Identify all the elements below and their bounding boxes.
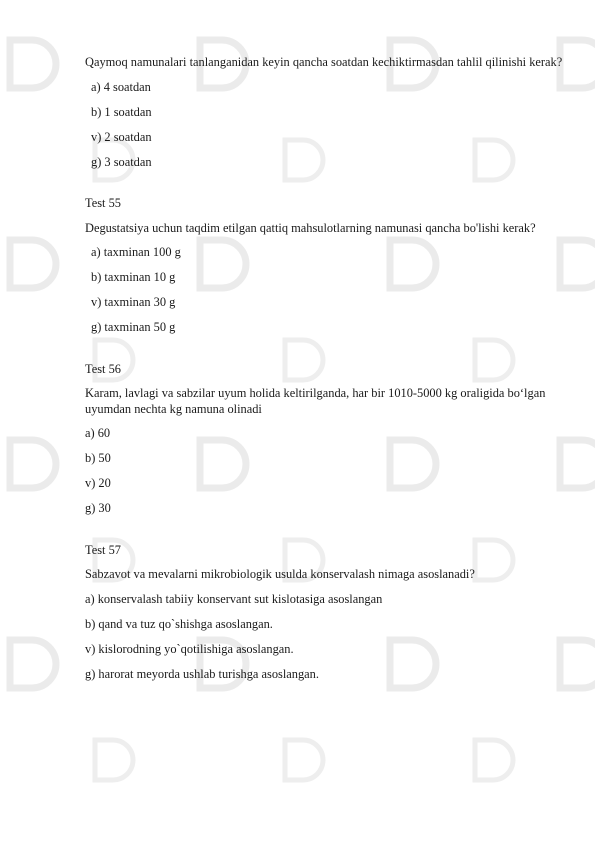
option-a: a) konservalash tabiiy konservant sut kislotasiga asoslangan bbox=[85, 591, 383, 606]
option-b: b) qand va tuz qo`shishga asoslangan. bbox=[85, 616, 273, 631]
option-b: b) 1 soatdan bbox=[91, 104, 152, 119]
question-block-55 bbox=[85, 196, 590, 336]
option-b: b) 50 bbox=[85, 451, 111, 465]
option-b: b) taxminan 10 g bbox=[91, 270, 176, 284]
test-title: Test 55 bbox=[85, 196, 121, 210]
option-g: g) taxminan 50 g bbox=[91, 320, 176, 334]
option-v: v) kislorodning yo`qotilishiga asoslangan. bbox=[85, 641, 294, 656]
question-text: Degustatsiya uchun taqdim etilgan qattiq mahsulotlarning namunasi qancha bo'lishi kerak? bbox=[85, 220, 536, 235]
option-a: a) taxminan 100 g bbox=[91, 245, 181, 259]
option-v: v) 2 soatdan bbox=[91, 129, 152, 144]
option-v: v) taxminan 30 g bbox=[91, 295, 176, 309]
question-text: Qaymoq namunalari tanlanganidan keyin qancha soatdan kechiktirmasdan tahlil qilinishi kerak? bbox=[85, 55, 563, 69]
question-block-57 bbox=[85, 543, 590, 683]
question-text: Sabzavot va mevalarni mikrobiologik usulda konservalash nimaga asoslanadi? bbox=[85, 567, 475, 581]
option-a: a) 60 bbox=[85, 426, 111, 440]
question-text: Karam, lavlagi va sabzilar uyum holida keltirilganda, har bir 1010-5000 kg oraligida bo‘lgan uyumdan nechta kg namuna olinadi bbox=[85, 386, 546, 416]
question-block-54 bbox=[85, 55, 590, 170]
test-title: Test 56 bbox=[85, 361, 121, 376]
option-g: g) 3 soatdan bbox=[91, 154, 152, 169]
option-v: v) 20 bbox=[85, 476, 111, 490]
document-body bbox=[85, 52, 590, 682]
option-g: g) harorat meyorda ushlab turishga asoslangan. bbox=[85, 666, 319, 681]
question-block-56 bbox=[85, 362, 590, 517]
option-g: g) 30 bbox=[85, 501, 111, 515]
option-a: a) 4 soatdan bbox=[91, 79, 151, 94]
test-title: Test 57 bbox=[85, 542, 121, 557]
